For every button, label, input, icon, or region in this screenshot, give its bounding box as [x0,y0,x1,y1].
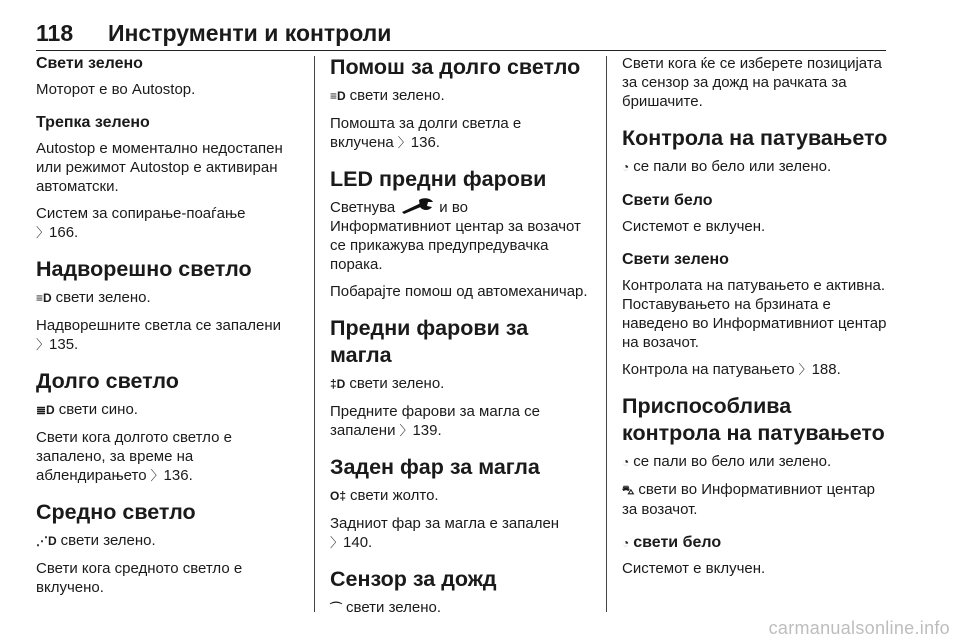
text-exterior-on [36,316,298,354]
text-rear-fog [330,514,592,552]
high-beam-assist-status [330,86,592,106]
text-autostop-unavailable: Autostop е моментално недостапен или режимот Autostop е активиран автоматски. [36,140,283,195]
status-text: се пали во бело или зелено. [633,158,832,175]
heading-lights-green-2: Свети зелено [622,251,729,268]
status-text: свети зелено. [55,289,151,306]
heading-adaptive-cruise: Приспособлива контрола на патувањето [622,394,885,445]
heading-text: свети бело [633,534,722,551]
high-beam-assist-icon: ≡D [330,89,346,103]
high-beam-status [36,400,298,420]
rain-sensor-icon: ⌒ [330,601,343,615]
text-system-on: Системот е вклучен. [622,218,766,235]
paragraph-text: Контрола на патувањето [622,361,795,378]
column-1 [36,54,298,605]
rear-fog-status [330,486,592,506]
vehicle-ahead-icon: ⛍ [622,483,635,497]
heading-low-beam: Средно светло [36,500,196,524]
text-engine-autostop: Моторот е во Autostop. [36,81,196,98]
text-high-beam [36,428,298,485]
status-text: свети зелено. [349,375,445,392]
adaptive-cruise-icon: ◔ [622,455,630,469]
heading-rear-fog: Заден фар за магла [330,455,540,479]
status-text: се пали во бело или зелено. [633,453,832,470]
text-stop-start-ref [36,204,298,242]
heading-blinks-green: Трепка зелено [36,114,150,131]
rain-sensor-status [330,598,592,618]
page-ref[interactable]: 〉 139. [399,422,441,439]
adaptive-white-heading [622,533,890,553]
page-ref[interactable]: 〉 136. [398,134,440,151]
front-fog-icon: ‡D [330,377,346,391]
paragraph-text: Светнува [330,199,396,216]
paragraph-text: Надворешните светла се запалени [36,317,282,334]
heading-cruise-control: Контрола на патувањето [622,126,888,150]
paragraph-text: Помошта за долги светла е вклучена [330,115,522,151]
front-fog-status [330,374,592,394]
high-beam-icon: ≣D [36,403,55,417]
heading-high-beam: Долго светло [36,369,179,393]
paragraph-text: Задниот фар за магла е запален [330,515,560,532]
heading-front-fog: Предни фарови за магла [330,316,529,367]
heading-lights-green: Свети зелено [36,55,143,72]
status-text: свети сино. [58,401,138,418]
page-number: 118 [36,20,74,46]
heading-lights-white: Свети бело [622,192,713,209]
page-ref[interactable]: 〉 188. [799,361,841,378]
cruise-control-icon: ◔ [622,160,630,174]
heading-led-headlights: LED предни фарови [330,167,547,191]
cruise-status [622,157,890,177]
status-text: свети жолто. [350,487,439,504]
column-2 [330,54,592,626]
adaptive-cruise-icon: ◔ [622,536,630,550]
text-low-beam: Свети кога средното светло е вклучено. [36,560,243,596]
heading-exterior-light: Надворешно светло [36,257,252,281]
page-ref[interactable]: 〉 136. [151,467,193,484]
heading-high-beam-assist: Помош за долго светло [330,55,581,79]
chapter-title: Инструменти и контроли [108,20,392,46]
page-ref[interactable]: 〉 166. [36,224,78,241]
page-header [36,18,886,51]
column-3 [622,54,890,586]
exterior-light-status [36,288,298,308]
heading-rain-sensor: Сензор за дожд [330,567,497,591]
text-led-warning [330,198,592,274]
status-text: свети зелено. [60,532,156,549]
status-text: свети зелено. [346,599,442,616]
text-front-fog [330,402,592,440]
text-cruise-active: Контролата на патувањето е активна. Поставувањето на брзината е наведено во Информативниот центар на возачот. [622,277,887,351]
paragraph-text: Предните фарови за магла се запалени [330,403,540,439]
paragraph-text: и во Информативниот центар за возачот се прикажува предупредувачка порака. [330,199,581,273]
rear-fog-icon: O‡ [330,489,347,503]
text-seek-help: Побарајте помош од автомеханичар. [330,283,588,300]
status-text: свети во Информативниот центар за возачот. [622,481,876,518]
ref-label: Систем за сопирање-поаѓање [36,205,246,222]
wrench-icon [399,198,435,214]
paragraph-text: Свети кога долгото светло е запалено, за време на аблендирањето [36,429,232,484]
text-rain-sensor: Свети кога ќе се изберете позицијата за сензор за дожд на рачката за бришачите. [622,55,882,110]
low-beam-status [36,531,298,551]
column-divider [314,56,315,612]
text-vehicle-ahead [622,480,890,519]
status-text: свети зелено. [349,87,445,104]
adaptive-cruise-status [622,452,890,472]
text-high-beam-assist [330,114,592,152]
page-ref[interactable]: 〉 135. [36,336,78,353]
column-divider [606,56,607,612]
exterior-light-icon: ≡D [36,291,52,305]
text-cruise-ref [622,360,890,379]
text-system-on-2: Системот е вклучен. [622,560,766,577]
low-beam-icon: ⋰D [36,534,57,548]
watermark: carmanualsonline.info [768,618,950,638]
page-ref[interactable]: 〉 140. [330,534,372,551]
